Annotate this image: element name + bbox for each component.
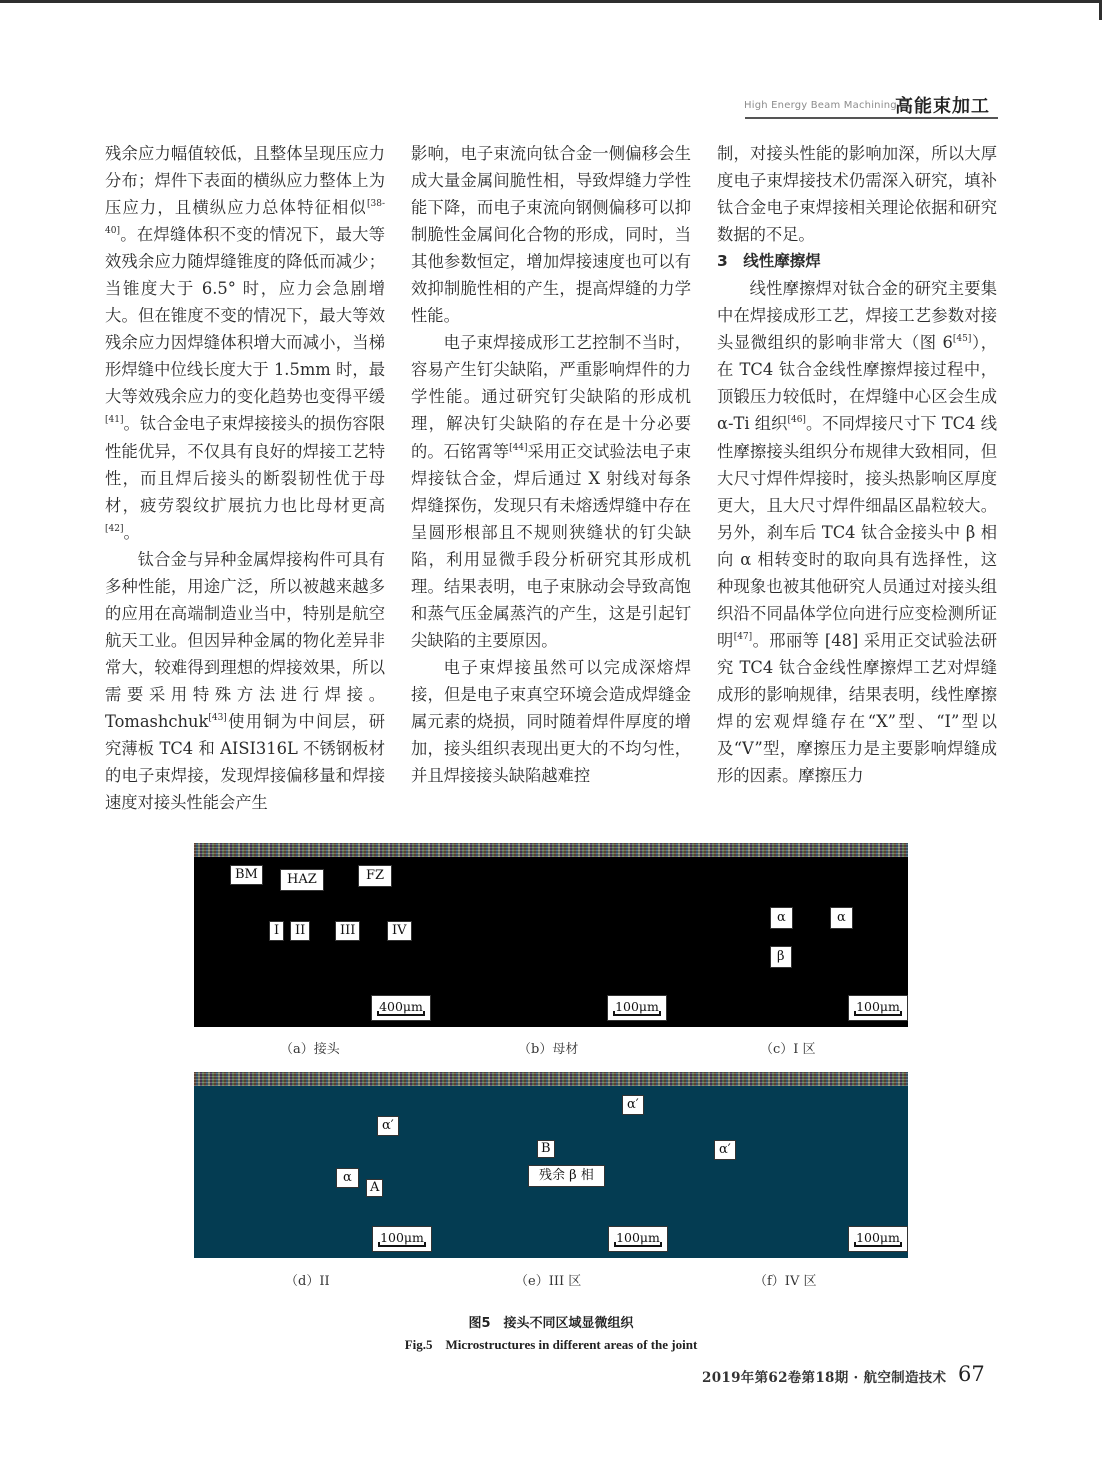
journal-name-cn: 高能束加工 xyxy=(895,96,990,117)
text-column-1 xyxy=(105,140,385,816)
label-zone-1: I xyxy=(269,921,284,941)
paragraph: 线性摩擦焊对钛合金的研究主要集中在焊接成形工艺，焊接工艺参数对接头显微组织的影响非常大（图 6[45]），在 TC4 钛合金线性摩擦焊接过程中，顶锻压力较低时，在焊缝中心区会生成 α-Ti 组织[46]。不同焊接尺寸下 TC4 线性摩擦接头组织分布规律大致相同，但大尺寸焊件焊接时，接头热影响区厚度更大，且大尺寸焊件细晶区晶粒较大。另外，刹车后 TC4 钛合金接头中 β 相向 α 相转变时的取向具有选择性，这种现象也被其他研究人员通过对接头组织沿不同晶体学位向进行应变检测所证明[47]。邢丽等 [48] 采用正交试验法研究 TC4 钛合金线性摩擦焊工艺对焊缝成形的影响规律，结果表明，线性摩擦焊的宏观焊缝存在“X”型、“I”型以及“V”型，摩擦压力是主要影响焊缝成形的因素。摩擦压力 xyxy=(717,279,997,786)
label-c-beta: β xyxy=(770,946,792,968)
label-c-alpha: α xyxy=(830,907,853,929)
label-d-alpha: α xyxy=(336,1168,359,1188)
label-d-alpha-prime: α′ xyxy=(377,1116,399,1136)
journal-name-en: High Energy Beam Machining xyxy=(744,100,897,111)
label-zone-4: IV xyxy=(387,921,412,941)
label-e-alpha-prime: α′ xyxy=(622,1095,644,1115)
footer-issue: 2019年第62卷第18期 · 航空制造技术 xyxy=(702,1370,947,1386)
scale-bar-a: 400μm xyxy=(371,995,431,1021)
subcaption-c: （c）I 区 xyxy=(760,1042,816,1057)
scale-bar-f: 100μm xyxy=(848,1226,908,1252)
text-column-3 xyxy=(717,140,997,789)
header-rule xyxy=(745,117,998,119)
label-haz: HAZ xyxy=(280,869,324,891)
label-bm: BM xyxy=(230,865,263,885)
scale-bar-b: 100μm xyxy=(607,995,667,1021)
top-border xyxy=(0,0,1102,3)
text-column-2 xyxy=(411,140,691,789)
subcaption-b: （b）母材 xyxy=(518,1042,579,1057)
micrograph-noise-strip xyxy=(194,1072,908,1086)
figure-caption-cn: 图5 接头不同区域显微组织 xyxy=(468,1316,634,1331)
scale-bar-d: 100μm xyxy=(372,1226,432,1252)
figure-bottom-row xyxy=(194,1072,908,1258)
label-e-b: B xyxy=(537,1140,555,1158)
label-f-alpha-prime: α′ xyxy=(714,1140,736,1160)
label-residual-beta: 残余 β 相 xyxy=(528,1165,605,1187)
scale-bar-c: 100μm xyxy=(848,995,908,1021)
label-zone-3: III xyxy=(335,921,360,941)
figure-caption-en: Fig.5 Microstructures in different areas of the joint xyxy=(404,1337,698,1352)
label-d-a: A xyxy=(366,1179,383,1197)
subcaption-d: （d）II xyxy=(285,1274,330,1289)
scale-bar-e: 100μm xyxy=(608,1226,668,1252)
subcaption-e: （e）III 区 xyxy=(515,1274,582,1289)
label-c-alpha: α xyxy=(770,907,793,929)
paragraph: 钛合金与异种金属焊接构件可具有多种性能，用途广泛，所以被越来越多的应用在高端制造业当中，特别是航空航天工业。但因异种金属的物化差异非常大，较难得到理想的焊接效果，所以需要采用特殊方法进行焊接。Tomashchuk[43]使用铜为中间层，研究薄板 TC4 和 AISI316L 不锈钢板材的电子束焊接，发现焊接偏移量和焊接速度对接头性能会产生 xyxy=(105,549,385,813)
paragraph: 残余应力幅值较低，且整体呈现压应力分布；焊件下表面的横纵应力整体上为压应力，且横纵应力总体特征相似[38-40]。在焊缝体积不变的情况下，最大等效残余应力随焊缝锥度的降低而减少；当锥度大于 6.5° 时，应力会急剧增大。但在锥度不变的情况下，最大等效残余应力因焊缝体积增大而减小，当梯形焊缝中位线长度大于 1.5mm 时，最大等效残余应力的变化趋势也变得平缓[41]。钛合金电子束焊接接头的损伤容限性能优异，不仅具有良好的焊接工艺特性，而且焊后接头的断裂韧性优于母材，疲劳裂纹扩展抗力也比母材更高[42]。 xyxy=(105,144,385,542)
figure-top-row xyxy=(194,843,908,1027)
paragraph: 影响，电子束流向钛合金一侧偏移会生成大量金属间脆性相，导致焊缝力学性能下降，而电子束流向钢侧偏移可以抑制脆性金属间化合物的形成，同时，当其他参数恒定，增加焊接速度也可以有效抑制脆性相的产生，提高焊缝的力学性能。 xyxy=(411,144,691,326)
micrograph-noise-strip xyxy=(194,843,908,857)
label-zone-2: II xyxy=(290,921,310,941)
subcaption-a: （a）接头 xyxy=(280,1042,340,1057)
paragraph: 电子束焊接成形工艺控制不当时，容易产生钉尖缺陷，严重影响焊件的力学性能。通过研究钉尖缺陷的形成机理，解决钉尖缺陷的存在是十分必要的。石铭霄等[44]采用正交试验法电子束焊接钛合金，焊后通过 X 射线对每条焊缝探伤，发现只有未熔透焊缝中存在呈圆形根部且不规则狭缝状的钉尖缺陷，利用显微手段分析研究其形成机理。结果表明，电子束脉动会导致高饱和蒸气压金属蒸汽的产生，这是引起钉尖缺陷的主要原因。 xyxy=(411,333,691,650)
paragraph: 电子束焊接虽然可以完成深熔焊接，但是电子束真空环境会造成焊缝金属元素的烧损，同时随着焊件厚度的增加，接头组织表现出更大的不均匀性，并且焊接接头缺陷越难控 xyxy=(411,657,691,786)
paragraph: 制，对接头性能的影响加深，所以大厚度电子束焊接技术仍需深入研究，填补钛合金电子束焊接相关理论依据和研究数据的不足。 xyxy=(717,144,997,245)
page-number: 67 xyxy=(958,1362,985,1386)
label-fz: FZ xyxy=(358,865,392,887)
section-title: 3 线性摩擦焊 xyxy=(717,252,821,271)
subcaption-f: （f）IV 区 xyxy=(754,1274,817,1289)
